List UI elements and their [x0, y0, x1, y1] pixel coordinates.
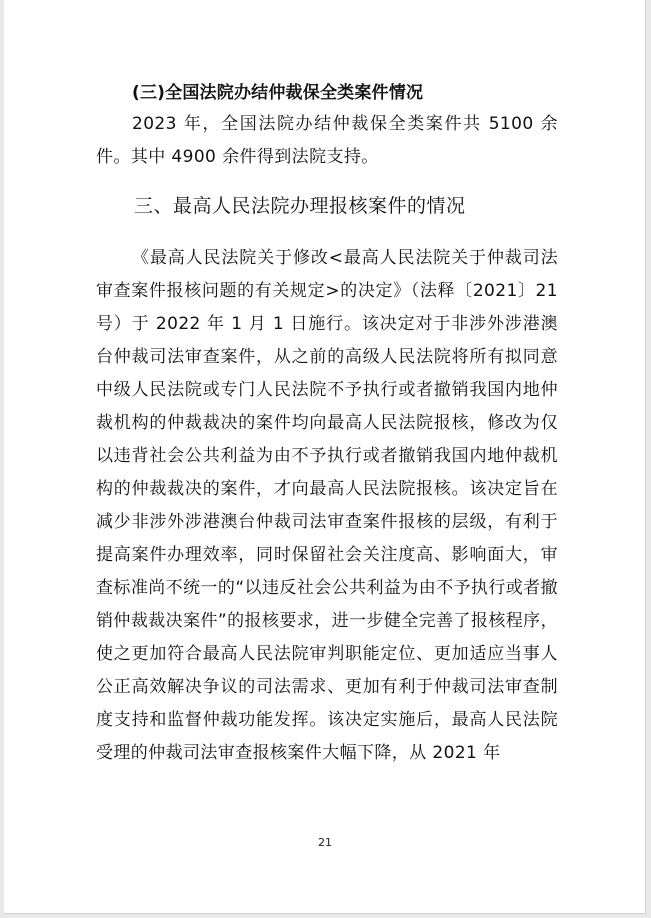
chapter-heading: 三、最高人民法院办理报核案件的情况: [134, 195, 466, 217]
page-number: 21: [318, 836, 332, 849]
chapter-paragraph: 《最高人民法院关于修改<最高人民法院关于仲裁司法审查案件报核问题的有关规定>的决定》（法释〔2021〕21 号）于 2022 年 1 月 1 日施行。该决定对于非涉外涉港澳台仲裁司法审查案件，从之前的高级人民法院将所有拟同意中级人民法院或专门人民法院不予执行或者撤销我国内地仲裁机构的仲裁裁决的案件均向最高人民法院报核，修改为仅以违背社会公共利益为由不予执行或者撤销我国内地仲裁机构的仲裁裁决的案件，才向最高人民法院报核。该决定旨在减少非涉外涉港澳台仲裁司法审查案件报核的层级，有利于提高案件办理效率，同时保留社会关注度高、影响面大，审查标准尚不统一的“以违反社会公共利益为由不予执行或者撤销仲裁裁决案件”的报核要求，进一步健全完善了报核程序，使之更加符合最高人民法院审判职能定位、更加适应当事人公正高效解决争议的司法需求、更加有利于仲裁司法审查制度支持和监督仲裁功能发挥。该决定实施后，最高人民法院受理的仲裁司法审查报核案件大幅下降，从 2021 年: [96, 248, 558, 763]
document-page: [4, 0, 646, 914]
section-paragraph: 2023 年，全国法院办结仲裁保全类案件共 5100 余件。其中 4900 余件得到法院支持。: [96, 114, 558, 167]
section-subheading: (三)全国法院办结仲裁保全类案件情况: [132, 83, 424, 103]
page-content: [96, 78, 558, 770]
